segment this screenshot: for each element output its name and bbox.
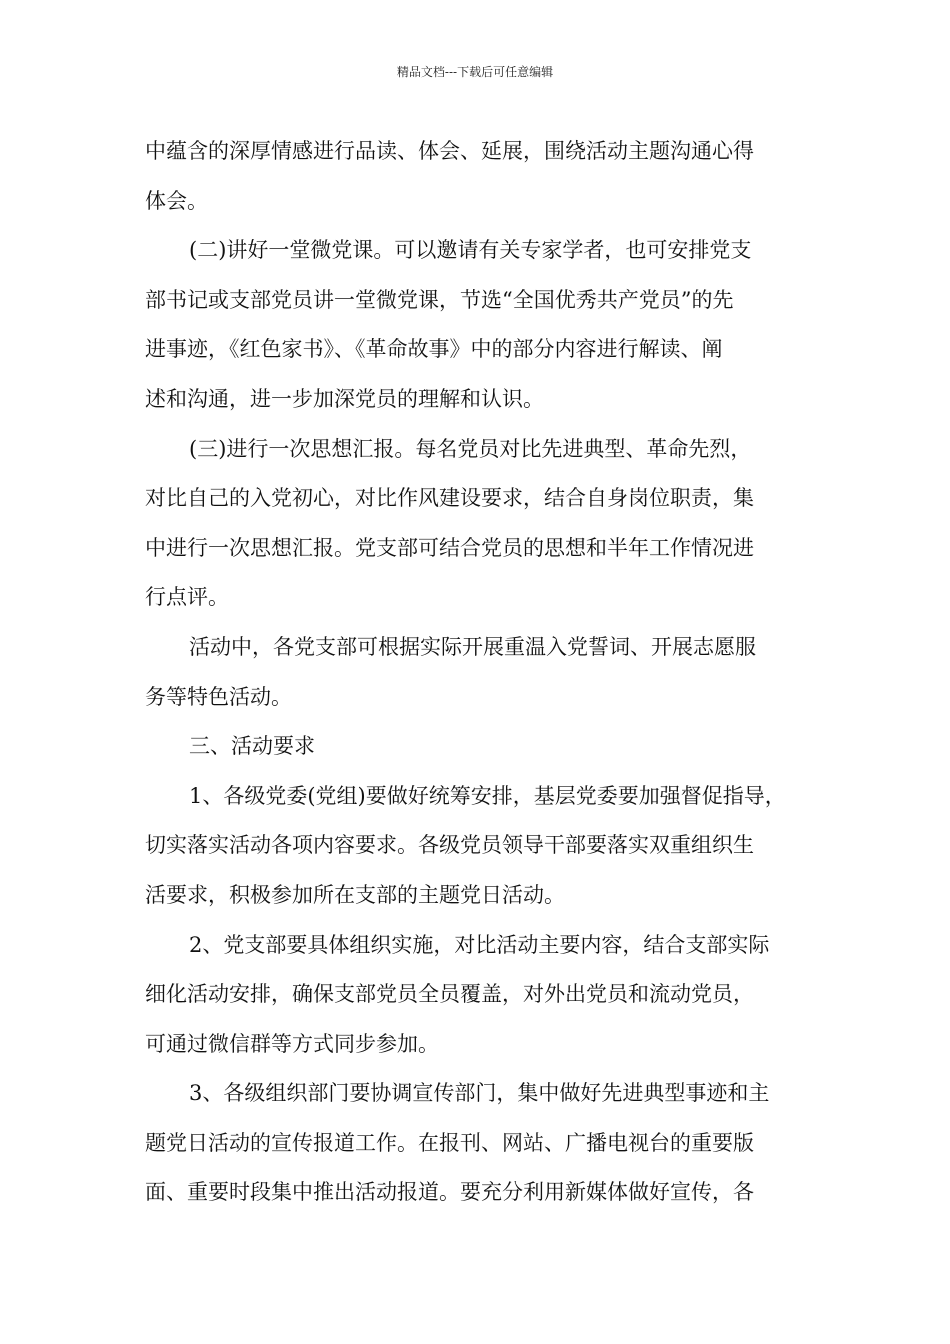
text-line: 细化活动安排，确保支部党员全员覆盖，对外出党员和流动党员， bbox=[145, 982, 754, 1007]
text-line: 1、各级党委(党组)要做好统筹安排，基层党委要加强督促指导， bbox=[189, 783, 786, 808]
text-line: 务等特色活动。 bbox=[145, 684, 292, 709]
text-line: 行点评。 bbox=[145, 585, 229, 610]
text-line: 题党日活动的宣传报道工作。在报刊、网站、广播电视台的重要版 bbox=[145, 1130, 754, 1155]
text-line: 面、重要时段集中推出活动报道。要充分利用新媒体做好宣传，各 bbox=[145, 1180, 754, 1205]
document-body bbox=[145, 127, 810, 1218]
text-line: 中蕴含的深厚情感进行品读、体会、延展，围绕活动主题沟通心得 bbox=[145, 139, 754, 163]
text-line: 2、党支部要具体组织实施，对比活动主要内容，结合支部实际 bbox=[189, 932, 770, 957]
text-line: (二)讲好一堂微党课。可以邀请有关专家学者，也可安排党支 bbox=[189, 238, 752, 263]
text-line: 3、各级组织部门要协调宣传部门，集中做好先进典型事迹和主 bbox=[189, 1081, 770, 1106]
text-line: 可通过微信群等方式同步参加。 bbox=[145, 1031, 439, 1056]
text-line: 活动中，各党支部可根据实际开展重温入党誓词、开展志愿服 bbox=[189, 634, 756, 659]
text-line: 进事迹，《红色家书》、《革命故事》中的部分内容进行解读、阐 bbox=[145, 337, 723, 362]
text-line: 述和沟通，进一步加深党员的理解和认识。 bbox=[145, 386, 544, 411]
text-line: 体会。 bbox=[145, 188, 208, 213]
text-line: 部书记或支部党员讲一堂微党课，节选“全国优秀共产党员”的先 bbox=[145, 287, 734, 312]
text-line: (三)进行一次思想汇报。每名党员对比先进典型、革命先烈， bbox=[189, 436, 752, 461]
text-line: 三、活动要求 bbox=[189, 734, 315, 759]
page-header: 精品文档---下载后可任意编辑 bbox=[396, 65, 554, 79]
text-line: 中进行一次思想汇报。党支部可结合党员的思想和半年工作情况进 bbox=[145, 535, 754, 560]
text-line: 活要求，积极参加所在支部的主题党日活动。 bbox=[145, 882, 565, 907]
text-line: 对比自己的入党初心，对比作风建设要求，结合自身岗位职责，集 bbox=[145, 486, 754, 511]
text-line: 切实落实活动各项内容要求。各级党员领导干部要落实双重组织生 bbox=[145, 833, 754, 858]
